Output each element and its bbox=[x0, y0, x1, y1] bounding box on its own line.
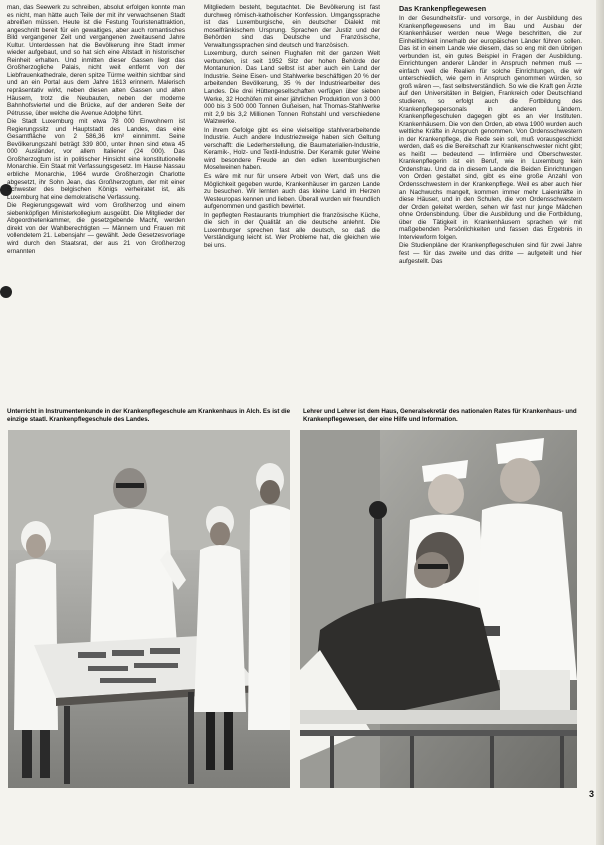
classroom-photo-image bbox=[8, 430, 290, 788]
paragraph: In der Gesundheitsfür- und vorsorge, in der Ausbildung des Krankenpflegewesens und im Bau und Ausbau der Krankenhäuser werden neue Wege beschritten, die zur Einheitlichkeit innerhalb der europäischen Länder führen sollen. Das ist in einem Lande wie diesem, das so eng mit den übrigen verbunden ist, ein gutes Beispiel in Fragen der Ausbildung. Einrichtungen anderer Länder in Anspruch nehmen muß — einfach weil die Realien für solche Einrichtungen, die wir unterschiedlich, wie gern in Anspruch genommen würden, so groß wären —, fast selbstverständlich. So wie die Kraft gen Ärzte auf den Universitäten in Belgien, Frankreich oder Deutschland studieren, so erfolgt auch die Fortbildung des Krankenpflegepersonals in anderen Ländern. Krankenpflegeschulen dagegen gibt es an vier Instituten. Krankenhäusern. Die von den Orden, ab etwa 1900 wurden auch weltliche Kräfte in Anspruch genommen. Von Ordensschwestern in der Krankenpflege, die Rede sein soll, muß vorausgeschickt werden, daß es die Bereitschaft zur Krankenschwester nicht gibt; es heißt — bedeutend — Infirmière und Oberschwester. Krankenpflegerin ist ein Beruf, wie in Luxemburg kein Ordensfrau. Und da in diesem Lande die Beiden Einrichtungen von Orden gestaltet sind, gibt es eine große Anzahl von Ordensschwestern in der Krankenpflege. Weil es aber auch hier an Nachwuchs mangelt, kommen immer mehr Laienkräfte in diese Häuser, und in den Schulen, die von Ordensschwestern der Orden geleitet werden, sehen wir fast nur junge Mädchen ohne Ordensbindung. Über die Ausbildung und die Fortbildung, über die Tätigkeit in Krankenhäusern sprachen wir mit maßgebenden Persönlichkeiten und fassen das Ergebnis in Interviewform folgen. bbox=[399, 15, 582, 241]
paragraph: Die Studienpläne der Krankenpflegeschulen sind für zwei Jahre fest — für das zweite und das dritte — aufgeteilt und hier aufgestellt. Das bbox=[399, 242, 582, 265]
paragraph: In gepflegten Restaurants triumphiert die französische Küche, die sich in der Qualität an die deutsche anlehnt. Die Luxemburger sprechen fast alle deutsch, so daß die Verständigung leicht ist. Wer Probleme hat, die gleichen wie bei uns. bbox=[204, 211, 380, 249]
page-edge bbox=[596, 0, 604, 845]
paragraph: In ihrem Gefolge gibt es eine vielseitige stahlverarbeitende Industrie. Auch andere Industriezweige haben sich Geltung verschafft: die Lederherstellung, die Baumaterialien-Industrie, Keramik-, Holz- und Textil-Industrie. Der Keramik guter Weine wird besondere Freude an den edlen luxemburgischen Moselweinen haben. bbox=[204, 126, 380, 172]
paragraph: Luxemburg, durch seinen Flughafen mit der ganzen Welt verbunden, ist seit 1952 Sitz der hohen Behörde der Montanunion. Das Land selbst ist aber auch ein Land der Industrie. Seine Eisen- und Stahlwerke beschäftigen 20 % der arbeitenden Bevölkerung, 35 % der Industriearbeiter des Landes. Die drei Hüttengesellschaften verfügen über sieben Werke, 32 Hochöfen mit einer jährlichen Produktion von 3 000 000 bis 3 500 000 Tonnen Gußeisen, hat Thomas-Stahlwerke mit 2,9 bis 3,2 Millionen Tonnen Rohstahl und verschiedene Walzwerke. bbox=[204, 50, 380, 126]
paragraph: Es wäre mit nur für unsere Arbeit von Wert, daß uns die Möglichkeit gegeben wurde, Krankenhäuser im ganzen Lande zu besuchen. Wir lernten auch das kleine Land im Herzen Westeuropas kennen und lieben. Überall wurden wir freundlich aufgenommen und gastlich bewirtet. bbox=[204, 173, 380, 211]
paragraph: man, das Seewerk zu schreiben, absolut erfolgen konnte man es nicht, man hätte auch Teile der mit ihr verwachsenen Stadt abreißen müssen. Heute ist die Festung Touristenattraktion, angeschnitt bereit für ein gewaltiges, aber auch romantisches Bild vergangener Zeit und vergangenen zweitausend Jahre Kultur. Unterdessen hat die Bevölkerung ihre Stadt immer wieder aufgebaut, und so hat sich eine Altstadt in historischer Reinheit erhalten. Und inmitten dieser Gassen liegt das Großherzogliche Palais, nicht weit entfernt von der Liebfrauenkathedrale, deren spitze Türme weithin sichtbar sind und an ein Portal aus dem Jahre 1613 erinnern. Malerisch repräsentativ wirkt, neben diesen alten Gassen und alten Häusern, trotz die Neubauten, neben der moderne Bahnhofsviertel und die Brücke, auf der anderen Seite der Pétrusse, über welche die Avenue Adolphe führt. bbox=[7, 4, 185, 117]
photo-caption-right: Lehrer und Lehrer ist dem Haus, Generalsekretär des nationalen Rates für Krankenhaus- und Krankenpflegewesen, der eine Hilfe und Information. bbox=[303, 408, 577, 423]
text-column-2 bbox=[204, 4, 380, 376]
paragraph: Die Regierungsgewalt wird vom Großherzog und einem siebenköpfigen Ministerkollegium ausgeübt. Die Mitglieder der Abgeordnetenkammer, die gesetzgebende Macht, werden direkt von der Wahlberechtigten — Männern und Frauen mit vollendetem 21. Lebensjahr — gewählt. Jede Gesetzesvorlage wird durch den Staatsrat, der aus 21 von Großherzog ernannten bbox=[7, 202, 185, 255]
page-number: 3 bbox=[589, 789, 595, 799]
paragraph: Mitgliedern besteht, begutachtet. Die Bevölkerung ist fast durchweg römisch-katholischer Konfession. Umgangssprache ist das Luxemburgische, ein deutscher Dialekt mit moselfränkischem Ursprung. Sprachen der Justiz und der Behörden sind das Deutsche und Französische, Verwaltungssprachen sind deutsch und französisch. bbox=[204, 4, 380, 49]
section-heading: Das Krankenpflegewesen bbox=[399, 4, 487, 13]
hospital-photo bbox=[300, 430, 577, 788]
paragraph: Die Stadt Luxemburg mit etwa 78 000 Einwohnern ist Regierungssitz und Hauptstadt des Landes, das eine Gesamtfläche von 2 586,36 km² einnimmt. Seine Bevölkerungszahl beträgt 339 800, unter ihnen sind etwa 45 000 Ausländer, vor allem Italiener (24 000). Das Großherzogtum ist in politischer Hinsicht eine konstitutionelle Monarchie. Ein Staat mit Verfassungsgesetz. Im Hause Nassau erbliche Monarchie, 1964 wurde Großherzogin Charlotte abgesetzt, ihr Sohn Jean, das Großherzogtum, der mit einer Schwester des belgischen Königs verheiratet ist, als Luxemburg hat eine demokratische Verfassung. bbox=[7, 118, 185, 201]
photo-caption-left: Unterricht in Instrumentenkunde in der Krankenpflegeschule am Krankenhaus in Alch. Es ist die einzige staatl. Krankenpflegeschule des Landes. bbox=[7, 408, 291, 423]
text-column-1 bbox=[7, 4, 185, 376]
classroom-photo bbox=[8, 430, 290, 788]
hospital-photo-image bbox=[300, 430, 577, 788]
text-column-3 bbox=[399, 4, 582, 376]
